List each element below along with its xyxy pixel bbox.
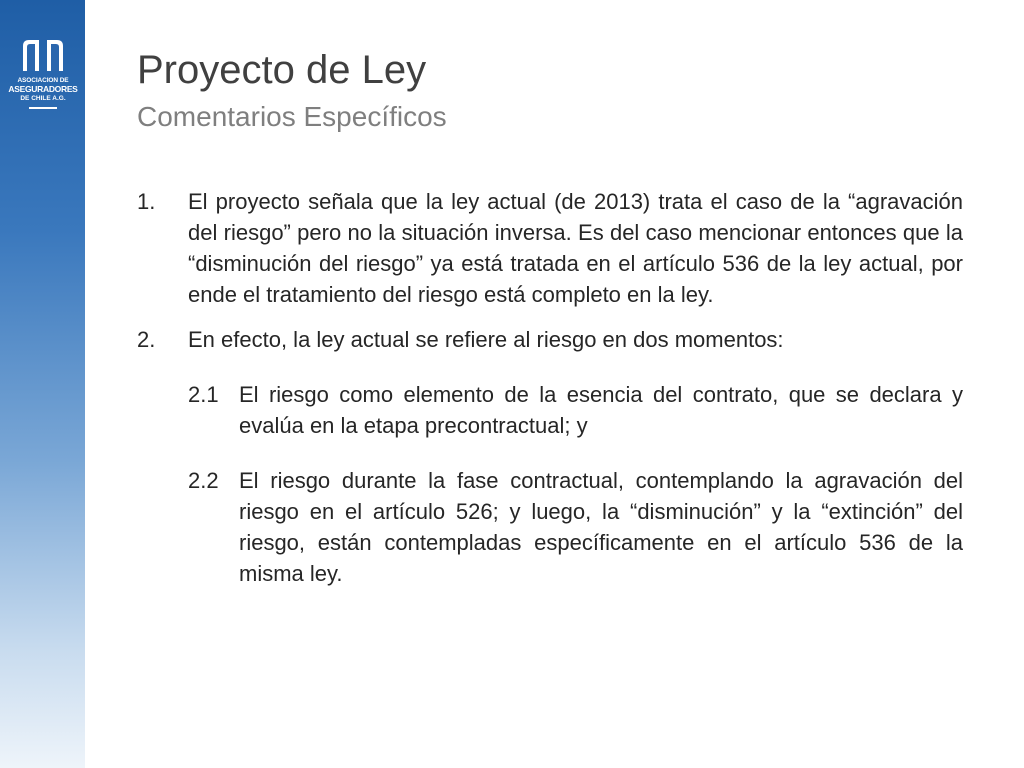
list-item [137, 186, 963, 310]
company-logo [6, 38, 80, 109]
slide-title: Proyecto de Ley [137, 48, 427, 92]
logo-line-2: ASEGURADORES [8, 84, 78, 94]
list-item-number: 1. [137, 189, 156, 214]
sub-list-item [137, 465, 963, 589]
logo-line-3: DE CHILE A.G. [20, 95, 66, 102]
sub-list-item-text: El riesgo como elemento de la esencia del contrato, que se declara y evalúa en la etapa precontractual; y [239, 382, 963, 438]
logo-rule [29, 107, 57, 109]
association-arch-icon [21, 38, 65, 72]
sub-list-item-number: 2.2 [188, 468, 219, 493]
slide-body [137, 186, 963, 589]
logo-line-1: ASOCIACION DE [17, 77, 69, 84]
sub-list-item [137, 379, 963, 441]
sidebar-band [0, 0, 85, 768]
sub-list-item-text: El riesgo durante la fase contractual, contemplando la agravación del riesgo en el artículo 526; y luego, la “disminución” y la “extinción” del riesgo, están contempladas específicamente en el artículo 536 de la misma ley. [239, 468, 963, 586]
list-item-text: En efecto, la ley actual se refiere al riesgo en dos momentos: [188, 327, 784, 352]
list-item [137, 324, 963, 355]
list-item-number: 2. [137, 327, 156, 352]
sub-list-item-number: 2.1 [188, 382, 219, 407]
slide-subtitle: Comentarios Específicos [137, 101, 447, 132]
list-item-text: El proyecto señala que la ley actual (de 2013) trata el caso de la “agravación del riesgo” pero no la situación inversa. Es del caso mencionar entonces que la “disminución del riesgo” ya está tratada en el artículo 536 de la ley actual, por ende el tratamiento del riesgo está completo en la ley. [188, 189, 963, 307]
